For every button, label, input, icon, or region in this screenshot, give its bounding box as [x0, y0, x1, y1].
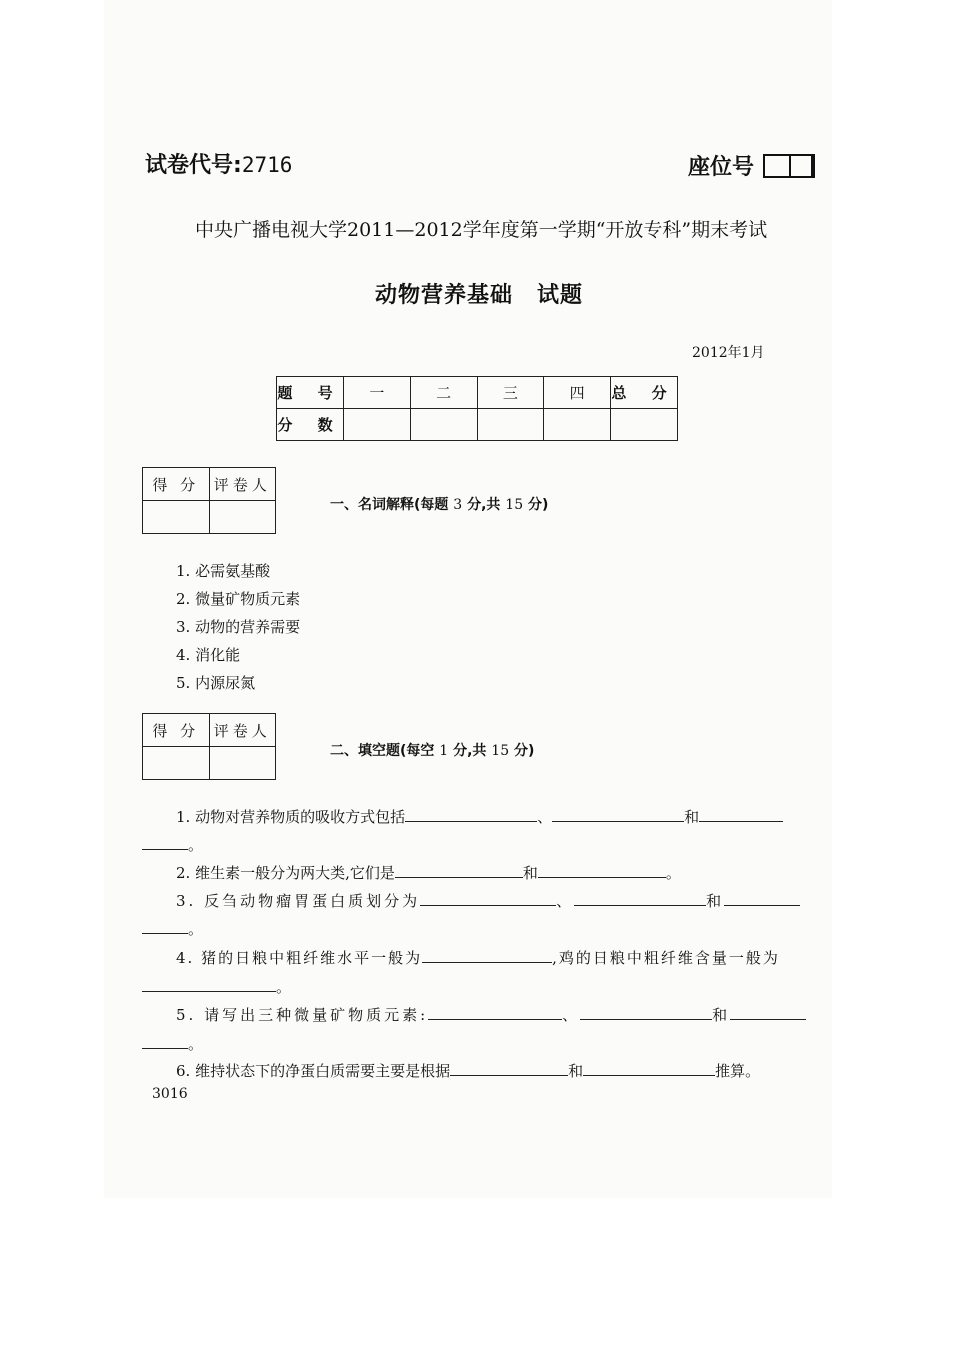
exam-code-number: 2716 — [241, 153, 293, 177]
subject-name: 动物营养基础 — [374, 283, 513, 308]
score-label: 得 分 — [143, 468, 210, 501]
header-cell: 三 — [477, 377, 544, 409]
header-cell: 二 — [410, 377, 477, 409]
exam-code — [145, 148, 292, 179]
score-row — [277, 409, 678, 441]
score-cell[interactable] — [410, 409, 477, 441]
header-cell: 一 — [344, 377, 411, 409]
seat-number-box[interactable] — [763, 154, 815, 178]
answer-blank[interactable] — [730, 1005, 806, 1020]
header-cell: 总 分 — [611, 377, 678, 409]
fill-question-6: 6. 维持状态下的净蛋白质需要主要是根据 和 推算。 — [176, 1062, 761, 1080]
list-item: 3. 动物的营养需要 — [176, 618, 301, 636]
answer-blank[interactable] — [420, 891, 556, 906]
answer-blank[interactable] — [395, 863, 523, 878]
grader-label: 评卷人 — [209, 468, 276, 501]
question-number-row — [277, 377, 678, 409]
fill-question-1-cont: 。 — [142, 834, 203, 855]
exam-code-label: 试卷代号: — [145, 153, 242, 178]
list-item: 2. 微量矿物质元素 — [176, 590, 301, 608]
answer-blank[interactable] — [552, 807, 684, 822]
fill-question-4: 4. 猪的日粮中粗纤维水平一般为 ,鸡的日粮中粗纤维含量一般为 — [176, 949, 780, 967]
score-cell[interactable] — [344, 409, 411, 441]
answer-blank[interactable] — [450, 1061, 568, 1076]
answer-blank[interactable] — [583, 1061, 715, 1076]
fill-question-3: 3. 反刍动物瘤胃蛋白质划分为 、 和 — [176, 890, 800, 911]
score-label: 得 分 — [143, 714, 210, 747]
answer-blank[interactable] — [142, 977, 276, 992]
answer-blank[interactable] — [422, 948, 552, 963]
seat-label: 座位号 — [688, 155, 755, 180]
header-cell: 四 — [544, 377, 611, 409]
title-suffix: 试题 — [537, 283, 584, 308]
answer-blank[interactable] — [699, 807, 783, 822]
header-cell: 题 号 — [277, 377, 344, 409]
institution-line: 中央广播电视大学2011—2012学年度第一学期“开放专科”期末考试 — [195, 219, 768, 241]
grader-label: 评卷人 — [209, 714, 276, 747]
score-summary-table — [276, 376, 678, 441]
answer-blank[interactable] — [428, 1005, 562, 1020]
answer-blank[interactable] — [142, 835, 188, 850]
answer-blank[interactable] — [142, 1034, 188, 1049]
answer-blank[interactable] — [142, 919, 188, 934]
exam-title — [0, 278, 958, 309]
answer-blank[interactable] — [574, 891, 706, 906]
list-item: 5. 内源尿氮 — [176, 674, 256, 692]
grader-cell[interactable] — [209, 747, 276, 780]
list-item: 1. 必需氨基酸 — [176, 562, 271, 580]
paper-code: 3016 — [152, 1086, 188, 1102]
score-cell[interactable] — [143, 747, 210, 780]
fill-question-2: 2. 维生素一般分为两大类,它们是 和 。 — [176, 864, 681, 882]
grader-cell[interactable] — [209, 501, 276, 534]
answer-blank[interactable] — [724, 891, 800, 906]
fill-question-5: 5. 请写出三种微量矿物质元素: 、 和 — [176, 1004, 806, 1025]
exam-date: 2012年1月 — [692, 345, 765, 361]
answer-blank[interactable] — [580, 1005, 712, 1020]
answer-blank[interactable] — [538, 863, 666, 878]
score-cell[interactable] — [477, 409, 544, 441]
fill-question-4-cont: 。 — [142, 976, 291, 997]
section2-title: 二、填空题(每空 1 分,共 15 分) — [330, 743, 535, 759]
score-cell[interactable] — [544, 409, 611, 441]
list-item: 4. 消化能 — [176, 646, 241, 664]
fill-question-3-cont: 。 — [142, 918, 203, 939]
row-label: 分 数 — [277, 409, 344, 441]
answer-blank[interactable] — [405, 807, 537, 822]
section1-grader-box — [142, 467, 276, 534]
fill-question-1: 1. 动物对营养物质的吸收方式包括 、 和 — [176, 806, 783, 827]
score-cell[interactable] — [611, 409, 678, 441]
fill-question-5-cont: 。 — [142, 1033, 203, 1054]
score-cell[interactable] — [143, 501, 210, 534]
section2-grader-box — [142, 713, 276, 780]
section1-title: 一、名词解释(每题 3 分,共 15 分) — [330, 497, 549, 513]
